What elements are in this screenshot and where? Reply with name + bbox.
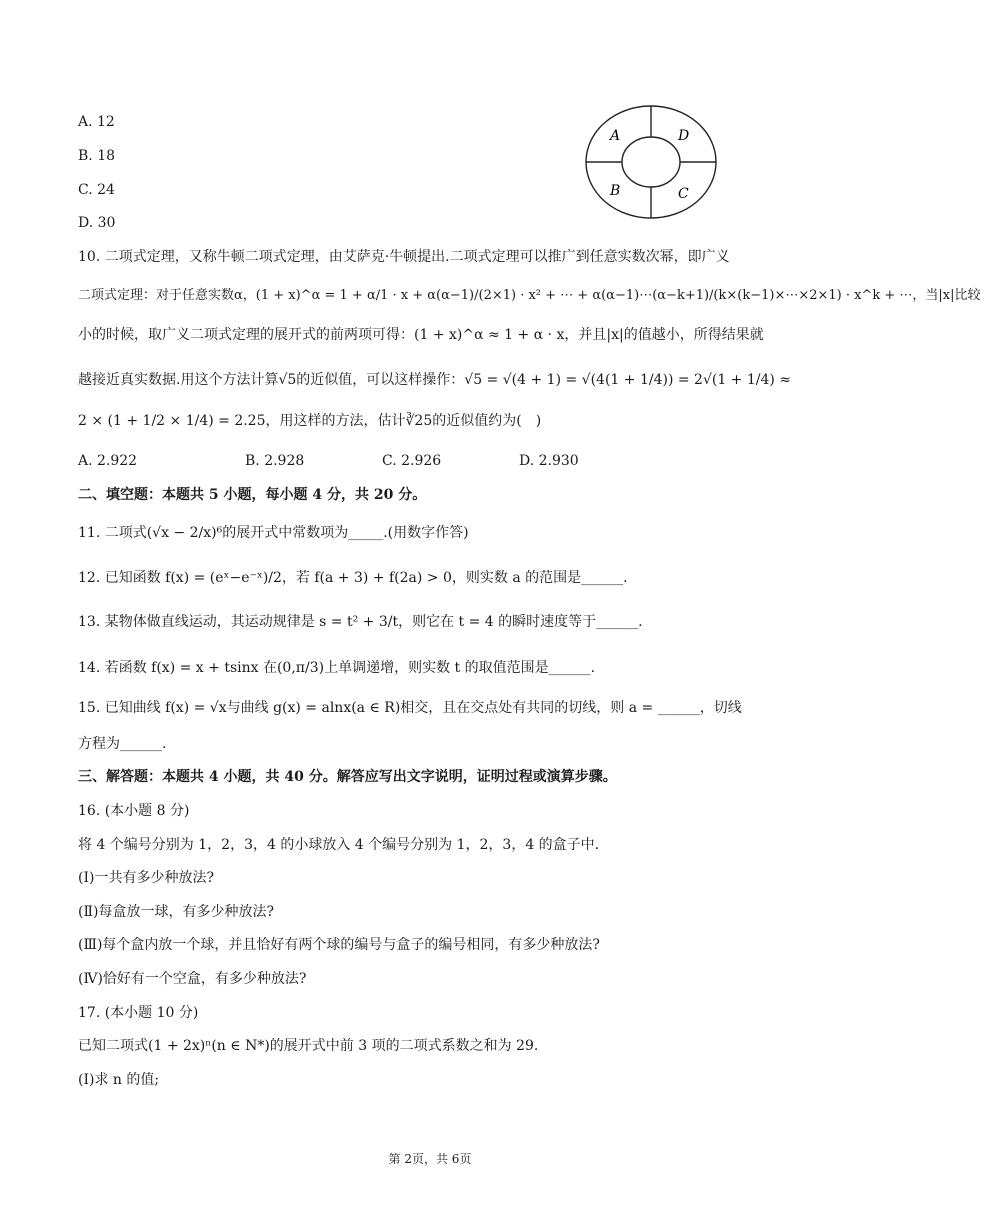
q10-line-5: 2 × (1 + 1/2 × 1/4) = 2.25，用这样的方法，估计∛25的近似值约为( ) bbox=[78, 413, 542, 429]
q16-part-ii: (Ⅱ)每盒放一球，有多少种放法? bbox=[78, 904, 274, 920]
q14: 14. 若函数 f(x) = x + tsinx 在(0,π/3)上单调递增，则实数 t 的取值范围是______. bbox=[78, 660, 596, 676]
q10-line-2: 二项式定理：对于任意实数α，(1 + x)^α = 1 + α/1 · x + α(α−1)/(2×1) · x² + ⋯ + α(α−1)⋯(α−k+1)/(k×(k−1)×⋯×2×1) · x^k + ⋯，当|x|比较 bbox=[78, 288, 981, 303]
q16-heading: 16. (本小题 8 分) bbox=[78, 803, 190, 819]
region-label-d: D bbox=[678, 128, 690, 144]
region-label-b: B bbox=[610, 183, 621, 199]
q10-line-4: 越接近真实数据.用这个方法计算√5的近似值，可以这样操作：√5 = √(4 + 1) = √(4(1 + 1/4)) = 2√(1 + 1/4) ≈ bbox=[78, 372, 792, 388]
q10-option-d: D. 2.930 bbox=[519, 453, 579, 469]
q10-line-1: 10. 二项式定理，又称牛顿二项式定理，由艾萨克·牛顿提出.二项式定理可以推广到任意实数次幂，即广义 bbox=[78, 249, 730, 265]
ring-diagram bbox=[583, 103, 719, 221]
q9-option-a: A. 12 bbox=[78, 114, 115, 130]
q11: 11. 二项式(√x − 2/x)⁶的展开式中常数项为_____.(用数字作答) bbox=[78, 525, 469, 541]
region-label-c: C bbox=[678, 186, 689, 202]
page-footer: 第 2页，共 6页 bbox=[388, 1152, 472, 1166]
q16-part-iv: (Ⅳ)恰好有一个空盒，有多少种放法? bbox=[78, 971, 307, 987]
q10-option-b: B. 2.928 bbox=[245, 453, 305, 469]
q16-part-iii: (Ⅲ)每个盒内放一个球，并且恰好有两个球的编号与盒子的编号相同，有多少种放法? bbox=[78, 937, 600, 953]
q17-body: 已知二项式(1 + 2x)ⁿ(n ∈ N*)的展开式中前 3 项的二项式系数之和为 29. bbox=[78, 1038, 539, 1054]
q16-part-i: (Ⅰ)一共有多少种放法? bbox=[78, 870, 214, 886]
q17-part-i: (Ⅰ)求 n 的值; bbox=[78, 1072, 160, 1088]
q12: 12. 已知函数 f(x) = (eˣ−e⁻ˣ)/2，若 f(a + 3) + f(2a) > 0，则实数 a 的范围是______. bbox=[78, 570, 628, 586]
section-2-title: 二、填空题：本题共 5 小题，每小题 4 分，共 20 分。 bbox=[78, 487, 427, 503]
q9-option-c: C. 24 bbox=[78, 182, 115, 198]
q10-line-3: 小的时候，取广义二项式定理的展开式的前两项可得：(1 + x)^α ≈ 1 + α · x，并且|x|的值越小，所得结果就 bbox=[78, 327, 764, 343]
q9-option-b: B. 18 bbox=[78, 148, 116, 164]
q9-option-d: D. 30 bbox=[78, 215, 116, 231]
q16-body: 将 4 个编号分别为 1，2，3，4 的小球放入 4 个编号分别为 1，2，3，4 的盒子中. bbox=[78, 837, 600, 853]
q10-option-c: C. 2.926 bbox=[382, 453, 442, 469]
q13: 13. 某物体做直线运动，其运动规律是 s = t² + 3/t，则它在 t = 4 的瞬时速度等于______. bbox=[78, 614, 643, 630]
q15-line-2: 方程为______. bbox=[78, 736, 167, 752]
q10-option-a: A. 2.922 bbox=[78, 453, 138, 469]
q15-line-1: 15. 已知曲线 f(x) = √x与曲线 g(x) = alnx(a ∈ R)相交，且在交点处有共同的切线，则 a = ______，切线 bbox=[78, 700, 742, 716]
q17-heading: 17. (本小题 10 分) bbox=[78, 1005, 199, 1021]
region-label-a: A bbox=[610, 128, 621, 144]
section-3-title: 三、解答题：本题共 4 小题，共 40 分。解答应写出文字说明，证明过程或演算步骤。 bbox=[78, 769, 617, 785]
